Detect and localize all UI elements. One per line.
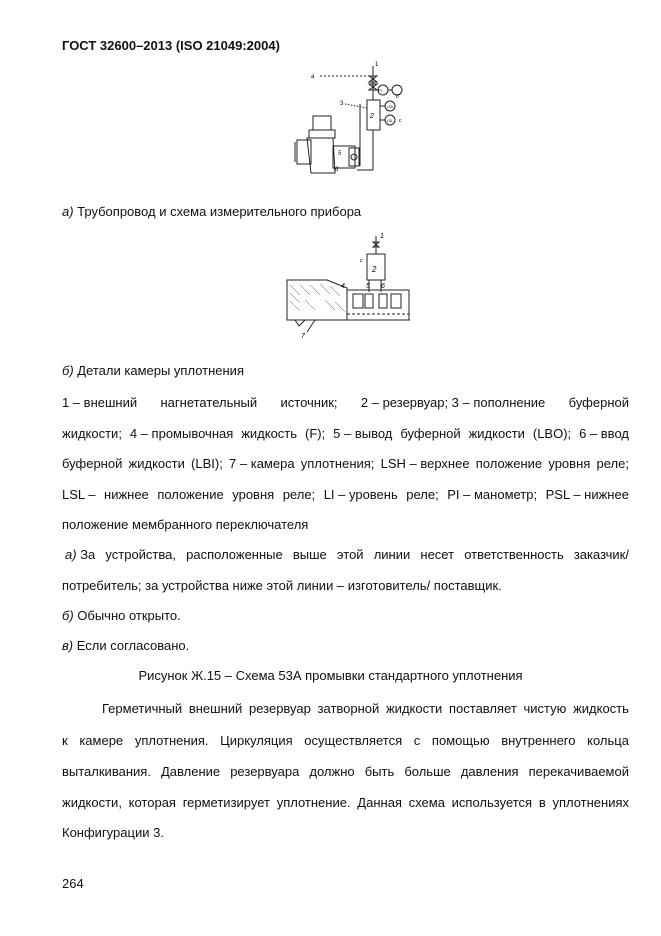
note-c	[62, 638, 189, 653]
body-word: осуществляется	[304, 733, 403, 748]
figure-b-seal-chamber-diagram	[285, 230, 415, 340]
figure-b-caption-text: Детали камеры уплотнения	[73, 363, 244, 378]
body-line-3	[62, 764, 629, 779]
legend-word: 7 – камера	[229, 456, 295, 471]
body-word: уплотнение.	[276, 795, 351, 810]
page-number: 264	[62, 876, 84, 891]
body-word: больше	[404, 764, 451, 779]
body-word: используется	[451, 795, 533, 810]
body-word: внутреннего	[501, 733, 576, 748]
legend-word: положение	[157, 487, 224, 502]
legend-word: (LBI);	[191, 456, 223, 471]
figure-a-caption-marker: а)	[62, 204, 74, 219]
body-word: затворной	[317, 701, 380, 716]
legend-word: жидкости	[128, 456, 185, 471]
note-b	[62, 608, 181, 623]
body-word: камере	[79, 733, 124, 748]
body-line-1	[102, 701, 629, 716]
body-word: быть	[364, 764, 395, 779]
note-word: выше	[292, 547, 327, 562]
body-word: выталкивания.	[62, 764, 151, 779]
body-word: в	[538, 795, 546, 810]
legend-word: жидкости;	[62, 426, 122, 441]
legend-word: 4 – промывочная	[129, 426, 234, 441]
body-word: уплотнениях	[552, 795, 629, 810]
note-word: заказчик/	[573, 547, 629, 562]
legend-line-4	[62, 487, 629, 502]
body-word: поставляет	[449, 701, 517, 716]
legend-word: PSL – нижнее	[545, 487, 629, 502]
figure-a-label-pi: PI	[378, 88, 382, 93]
body-word: жидкости,	[62, 795, 122, 810]
figure-b-caption-marker: б)	[62, 363, 74, 378]
legend-word: источник;	[280, 395, 338, 410]
legend-word: жидкости	[468, 426, 525, 441]
body-word: помощью	[431, 733, 490, 748]
body-word: которая	[128, 795, 176, 810]
note-word: несет	[420, 547, 455, 562]
figure-a-label-lsh: LSH	[386, 105, 394, 109]
legend-word: PI – манометр;	[447, 487, 538, 502]
legend-word: нагнетательный	[160, 395, 258, 410]
note-word: расположенные	[186, 547, 283, 562]
legend-word: реле;	[406, 487, 439, 502]
figure-a-caption-text: Трубопровод и схема измерительного прибора	[73, 204, 362, 219]
note-word: линии	[373, 547, 411, 562]
body-word: герметизирует	[182, 795, 270, 810]
body-word: резервуар	[248, 701, 311, 716]
figure-b-label-2: 2	[372, 265, 377, 274]
body-word: давления	[460, 764, 519, 779]
figure-a-label-6: 6	[335, 167, 339, 173]
note-word: ответственность	[464, 547, 564, 562]
figure-a-caption	[62, 204, 361, 219]
legend-line-1	[62, 395, 629, 410]
figure-b-caption	[62, 363, 244, 378]
legend-word: уровня	[232, 487, 275, 502]
body-word: жидкость	[573, 701, 629, 716]
figure-a-label-a: a	[311, 74, 315, 80]
figure-b-label-1: 1	[380, 233, 384, 240]
figure-a-piping-diagram	[285, 58, 415, 183]
legend-word: положение	[475, 456, 543, 471]
legend-word: 6 – ввод	[579, 426, 629, 441]
legend-word: 1 – внешний	[62, 395, 138, 410]
legend-word: 5 – вывод	[333, 426, 393, 441]
legend-word: буферной	[568, 395, 629, 410]
document-header: ГОСТ 32600–2013 (ISO 21049:2004)	[62, 38, 280, 53]
body-word: с	[413, 733, 421, 748]
legend-line-3	[62, 456, 629, 471]
note-word: этой	[336, 547, 364, 562]
body-word: кольца	[587, 733, 629, 748]
legend-word: уплотнения;	[300, 456, 375, 471]
body-line-5: Конфигурации 3.	[62, 825, 164, 840]
figure-b-label-4: 4	[341, 283, 345, 290]
note-c-marker: в)	[62, 638, 74, 653]
figure-b-label-5: 5	[366, 283, 370, 290]
body-word: к	[62, 733, 68, 748]
figure-a-label-c: c	[399, 118, 402, 124]
figure-a-label-lsl: LSL	[386, 119, 394, 123]
legend-word: буферной	[62, 456, 123, 471]
legend-word: реле;	[282, 487, 316, 502]
body-word: чистую	[523, 701, 567, 716]
legend-word: LSL –	[62, 487, 96, 502]
body-word: перекачиваемой	[528, 764, 629, 779]
body-word: Герметичный	[102, 701, 183, 716]
legend-line-2	[62, 426, 629, 441]
legend-word: нижнее	[104, 487, 149, 502]
legend-word: LI – уровень	[323, 487, 398, 502]
figure-caption: Рисунок Ж.15 – Схема 53А промывки стандартного уплотнения	[138, 668, 523, 683]
note-word: За	[80, 547, 96, 562]
note-c-text: Если согласовано.	[73, 638, 190, 653]
legend-word: (LBO);	[532, 426, 572, 441]
body-word: внешний	[188, 701, 243, 716]
legend-word: LSH – верхнее	[380, 456, 470, 471]
figure-a-label-2: 2	[370, 113, 374, 120]
figure-b-label-6: 6	[381, 283, 385, 290]
legend-word: жидкость	[241, 426, 298, 441]
note-a-line-1	[65, 547, 629, 562]
body-word: уплотнения.	[134, 733, 209, 748]
note-word: устройства,	[105, 547, 176, 562]
note-a-marker: а)	[65, 547, 77, 562]
body-line-2	[62, 733, 629, 748]
note-b-marker: б)	[62, 608, 74, 623]
body-word: Данная	[357, 795, 402, 810]
body-word: резервуара	[230, 764, 300, 779]
note-b-text: Обычно открыто.	[73, 608, 181, 623]
body-word: должно	[309, 764, 355, 779]
figure-b-label-c: c	[360, 258, 363, 264]
legend-word: уровня	[548, 456, 591, 471]
figure-a-label-1: 1	[375, 62, 379, 68]
note-word	[65, 547, 95, 562]
figure-a-label-5: 5	[338, 151, 342, 157]
legend-word: буферной	[400, 426, 461, 441]
legend-word: (F);	[304, 426, 326, 441]
note-a-line-2: потребитель; за устройства ниже этой линии – изготовитель/ поставщик.	[62, 578, 502, 593]
body-word: жидкости	[385, 701, 443, 716]
figure-a-label-3: 3	[340, 101, 344, 107]
legend-word: 2 – резервуар; 3 – пополнение	[360, 395, 546, 410]
body-word: схема	[408, 795, 445, 810]
figure-a-label-b: b	[396, 94, 399, 100]
body-line-4	[62, 795, 629, 810]
legend-word: реле;	[596, 456, 629, 471]
body-word: Циркуляция	[220, 733, 293, 748]
figure-b-label-7: 7	[301, 333, 305, 340]
legend-line-5: положение мембранного переключателя	[62, 517, 309, 532]
body-word: Давление	[160, 764, 221, 779]
